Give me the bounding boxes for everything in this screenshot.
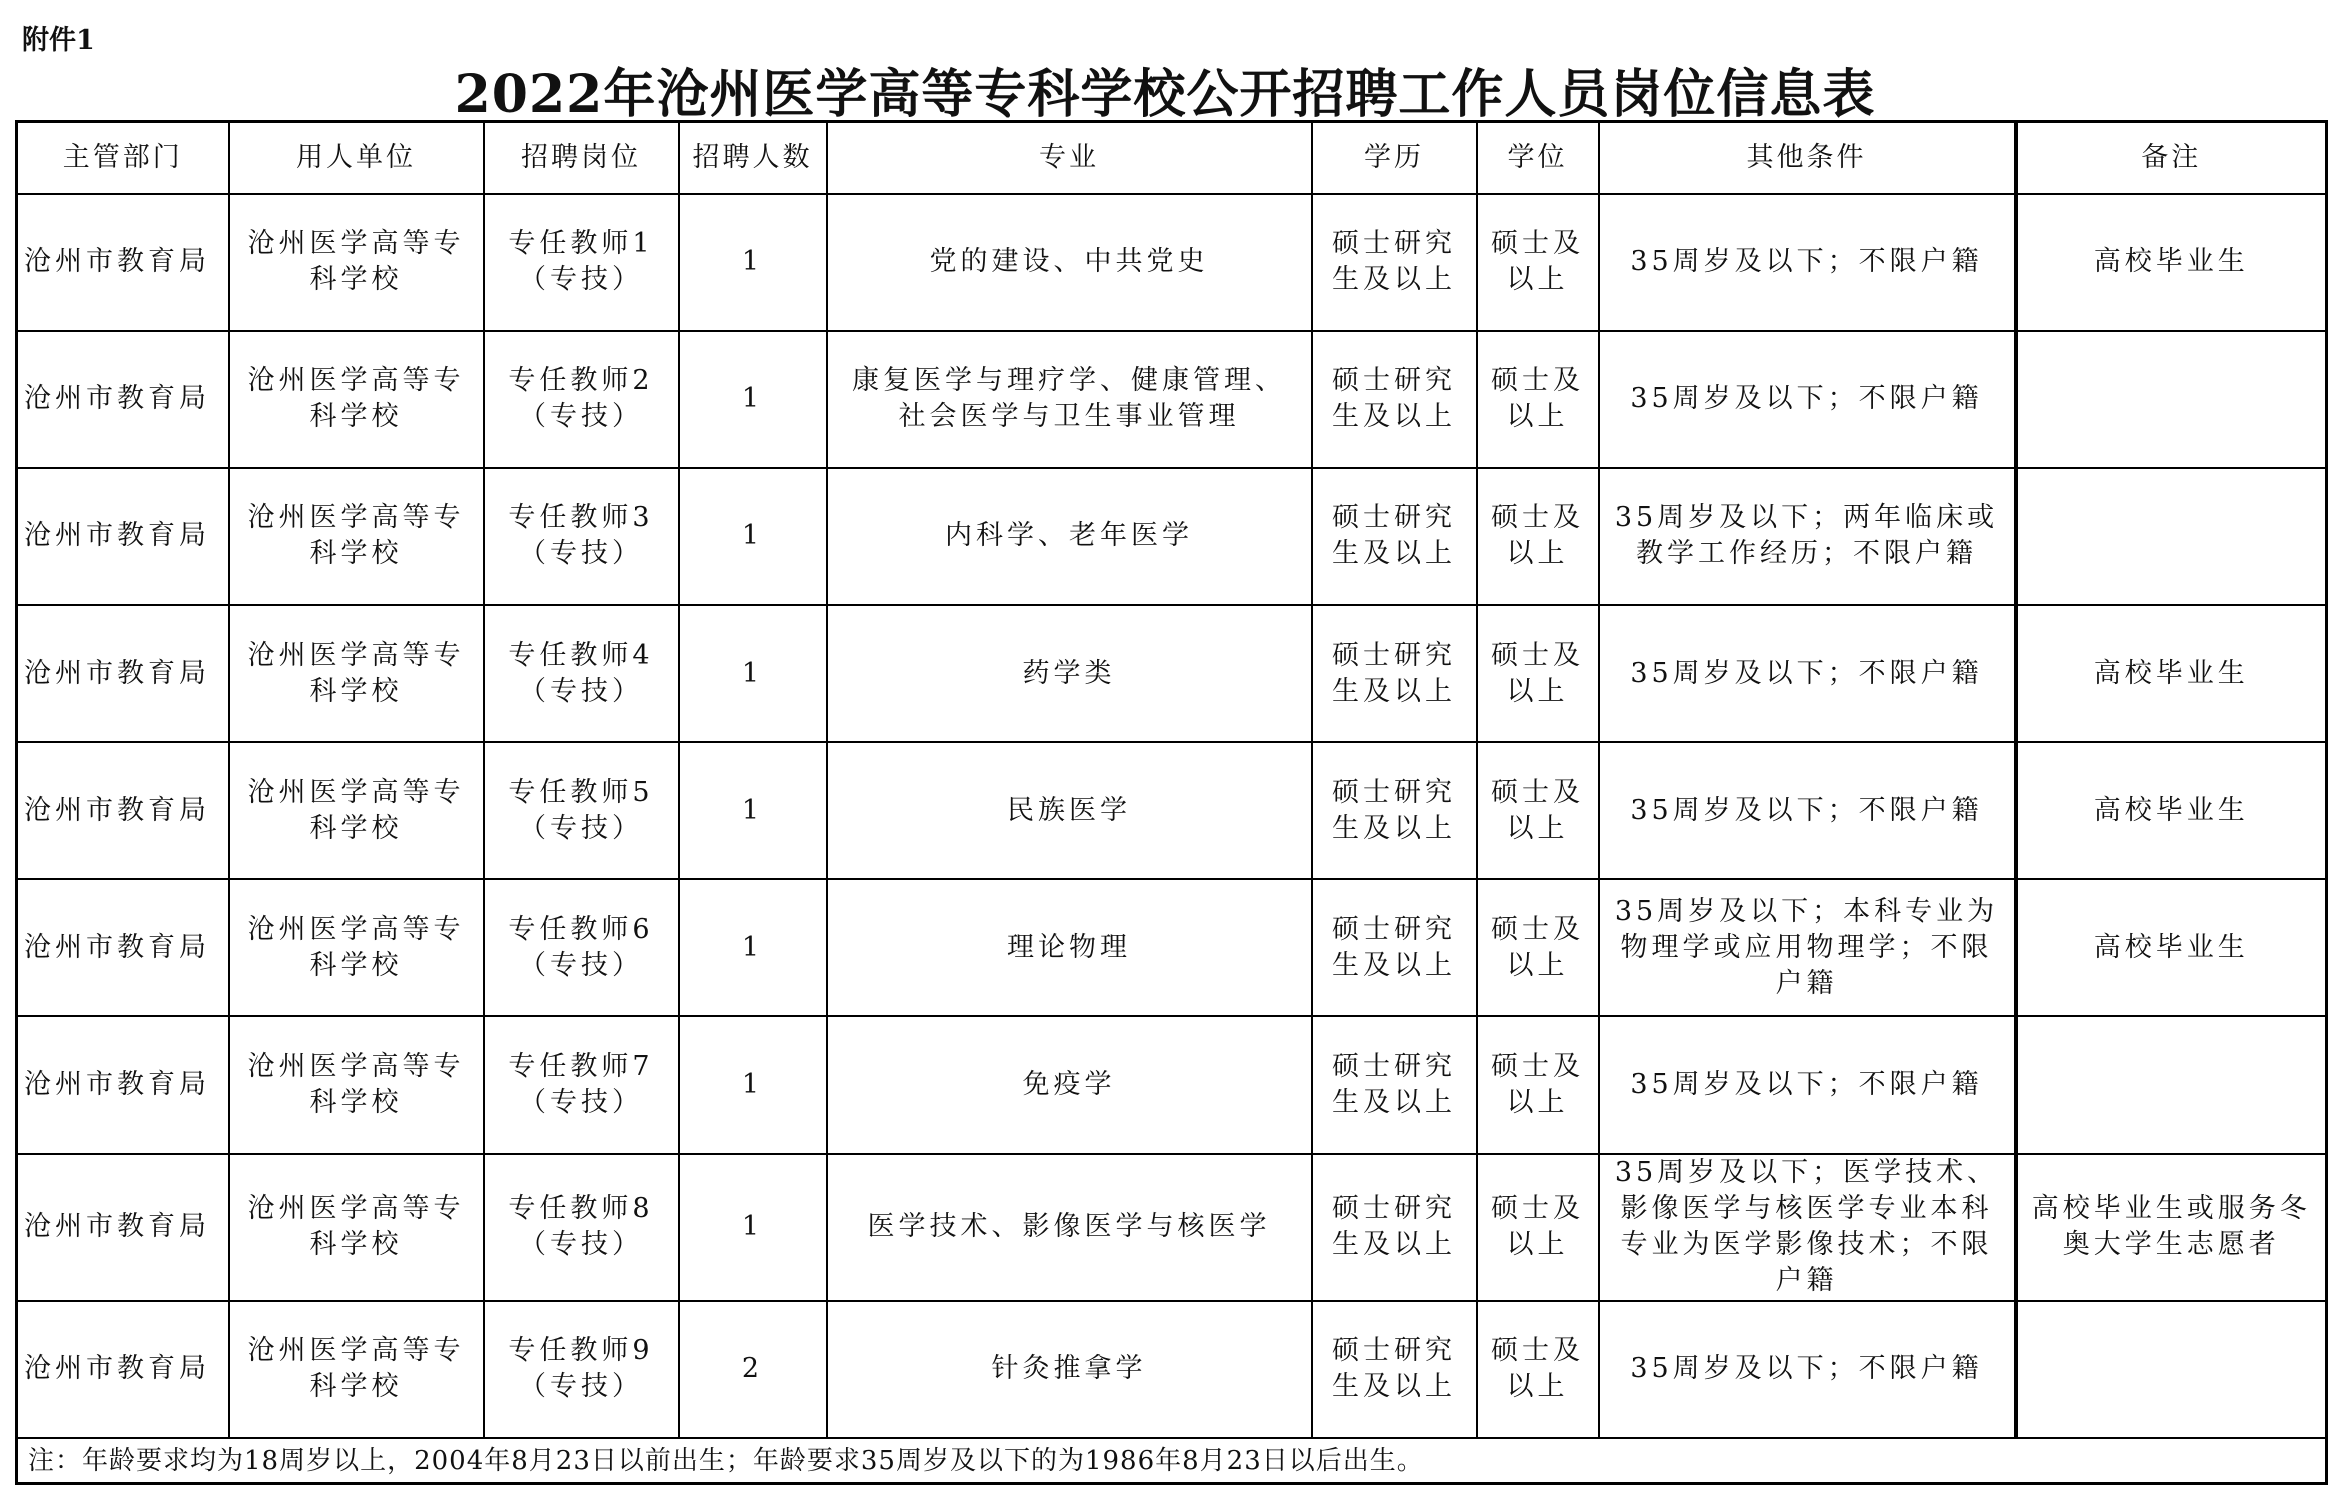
table-row bbox=[17, 468, 2327, 605]
cell-post bbox=[484, 1301, 679, 1438]
cell-post-type: （专技） bbox=[519, 1229, 643, 1261]
cell-major: 药学类 bbox=[827, 605, 1312, 742]
cell-education: 硕士研究生及以上 bbox=[1312, 1154, 1477, 1301]
cell-education: 硕士研究生及以上 bbox=[1312, 879, 1477, 1016]
cell-post-title: 专任教师8 bbox=[508, 1193, 654, 1225]
job-table bbox=[15, 120, 2328, 1485]
cell-unit: 沧州医学高等专科学校 bbox=[229, 1016, 484, 1153]
cell-conditions: 35周岁及以下；本科专业为物理学或应用物理学；不限户籍 bbox=[1599, 879, 2016, 1016]
table-row bbox=[17, 879, 2327, 1016]
footnote-row bbox=[17, 1438, 2327, 1484]
cell-post-type: （专技） bbox=[519, 949, 643, 981]
cell-education: 硕士研究生及以上 bbox=[1312, 1016, 1477, 1153]
header-conditions: 其他条件 bbox=[1599, 122, 2016, 194]
cell-education: 硕士研究生及以上 bbox=[1312, 1301, 1477, 1438]
cell-major: 内科学、老年医学 bbox=[827, 468, 1312, 605]
table-row bbox=[17, 1016, 2327, 1153]
table-row bbox=[17, 742, 2327, 879]
cell-degree: 硕士及以上 bbox=[1477, 1016, 1599, 1153]
cell-count: 1 bbox=[679, 194, 827, 331]
cell-unit: 沧州医学高等专科学校 bbox=[229, 468, 484, 605]
cell-post-type: （专技） bbox=[519, 264, 643, 296]
cell-post bbox=[484, 331, 679, 468]
cell-post-title: 专任教师9 bbox=[508, 1335, 654, 1367]
cell-degree: 硕士及以上 bbox=[1477, 605, 1599, 742]
cell-major: 民族医学 bbox=[827, 742, 1312, 879]
header-education: 学历 bbox=[1312, 122, 1477, 194]
cell-conditions: 35周岁及以下；两年临床或教学工作经历；不限户籍 bbox=[1599, 468, 2016, 605]
header-degree: 学位 bbox=[1477, 122, 1599, 194]
cell-degree: 硕士及以上 bbox=[1477, 1154, 1599, 1301]
cell-count: 1 bbox=[679, 468, 827, 605]
cell-degree: 硕士及以上 bbox=[1477, 331, 1599, 468]
cell-dept: 沧州市教育局 bbox=[17, 468, 229, 605]
header-dept: 主管部门 bbox=[17, 122, 229, 194]
cell-degree: 硕士及以上 bbox=[1477, 1301, 1599, 1438]
cell-dept: 沧州市教育局 bbox=[17, 605, 229, 742]
cell-conditions: 35周岁及以下；不限户籍 bbox=[1599, 1016, 2016, 1153]
cell-conditions: 35周岁及以下；不限户籍 bbox=[1599, 605, 2016, 742]
cell-remark bbox=[2016, 331, 2327, 468]
cell-post-title: 专任教师5 bbox=[508, 776, 654, 808]
header-major: 专业 bbox=[827, 122, 1312, 194]
cell-major: 免疫学 bbox=[827, 1016, 1312, 1153]
cell-conditions: 35周岁及以下；不限户籍 bbox=[1599, 742, 2016, 879]
cell-dept: 沧州市教育局 bbox=[17, 742, 229, 879]
cell-post bbox=[484, 879, 679, 1016]
cell-unit: 沧州医学高等专科学校 bbox=[229, 1301, 484, 1438]
cell-conditions: 35周岁及以下；不限户籍 bbox=[1599, 1301, 2016, 1438]
footnote: 注：年龄要求均为18周岁以上，2004年8月23日以前出生；年龄要求35周岁及以下的为1986年8月23日以后出生。 bbox=[17, 1438, 2327, 1484]
cell-count: 1 bbox=[679, 742, 827, 879]
header-remark: 备注 bbox=[2016, 122, 2327, 194]
cell-dept: 沧州市教育局 bbox=[17, 1154, 229, 1301]
cell-post-title: 专任教师2 bbox=[508, 365, 654, 397]
cell-education: 硕士研究生及以上 bbox=[1312, 605, 1477, 742]
cell-post-type: （专技） bbox=[519, 812, 643, 844]
cell-post-type: （专技） bbox=[519, 401, 643, 433]
cell-count: 1 bbox=[679, 605, 827, 742]
cell-post-type: （专技） bbox=[519, 1087, 643, 1119]
cell-major: 康复医学与理疗学、健康管理、社会医学与卫生事业管理 bbox=[827, 331, 1312, 468]
cell-unit: 沧州医学高等专科学校 bbox=[229, 742, 484, 879]
cell-post-type: （专技） bbox=[519, 538, 643, 570]
cell-count: 1 bbox=[679, 1154, 827, 1301]
cell-dept: 沧州市教育局 bbox=[17, 331, 229, 468]
cell-post-title: 专任教师3 bbox=[508, 502, 654, 534]
cell-remark: 高校毕业生 bbox=[2016, 194, 2327, 331]
cell-remark: 高校毕业生 bbox=[2016, 879, 2327, 1016]
header-unit: 用人单位 bbox=[229, 122, 484, 194]
cell-conditions: 35周岁及以下；医学技术、影像医学与核医学专业本科专业为医学影像技术；不限户籍 bbox=[1599, 1154, 2016, 1301]
cell-major: 医学技术、影像医学与核医学 bbox=[827, 1154, 1312, 1301]
header-post: 招聘岗位 bbox=[484, 122, 679, 194]
cell-conditions: 35周岁及以下；不限户籍 bbox=[1599, 331, 2016, 468]
cell-post bbox=[484, 1154, 679, 1301]
cell-remark: 高校毕业生或服务冬奥大学生志愿者 bbox=[2016, 1154, 2327, 1301]
cell-remark: 高校毕业生 bbox=[2016, 605, 2327, 742]
table-row bbox=[17, 605, 2327, 742]
table-row bbox=[17, 1154, 2327, 1301]
cell-major: 党的建设、中共党史 bbox=[827, 194, 1312, 331]
cell-post-type: （专技） bbox=[519, 675, 643, 707]
cell-dept: 沧州市教育局 bbox=[17, 1016, 229, 1153]
table-row bbox=[17, 1301, 2327, 1438]
cell-major: 针灸推拿学 bbox=[827, 1301, 1312, 1438]
cell-education: 硕士研究生及以上 bbox=[1312, 468, 1477, 605]
cell-post-title: 专任教师6 bbox=[508, 913, 654, 945]
table-row bbox=[17, 331, 2327, 468]
cell-dept: 沧州市教育局 bbox=[17, 1301, 229, 1438]
cell-conditions: 35周岁及以下；不限户籍 bbox=[1599, 194, 2016, 331]
cell-education: 硕士研究生及以上 bbox=[1312, 331, 1477, 468]
cell-education: 硕士研究生及以上 bbox=[1312, 194, 1477, 331]
cell-post-title: 专任教师1 bbox=[508, 228, 654, 260]
cell-post bbox=[484, 1016, 679, 1153]
cell-unit: 沧州医学高等专科学校 bbox=[229, 331, 484, 468]
cell-post-title: 专任教师4 bbox=[508, 639, 654, 671]
cell-education: 硕士研究生及以上 bbox=[1312, 742, 1477, 879]
cell-remark bbox=[2016, 1016, 2327, 1153]
cell-count: 1 bbox=[679, 1016, 827, 1153]
cell-remark bbox=[2016, 1301, 2327, 1438]
cell-post bbox=[484, 468, 679, 605]
cell-unit: 沧州医学高等专科学校 bbox=[229, 1154, 484, 1301]
cell-remark bbox=[2016, 468, 2327, 605]
cell-count: 1 bbox=[679, 331, 827, 468]
cell-major: 理论物理 bbox=[827, 879, 1312, 1016]
cell-unit: 沧州医学高等专科学校 bbox=[229, 605, 484, 742]
cell-degree: 硕士及以上 bbox=[1477, 468, 1599, 605]
cell-degree: 硕士及以上 bbox=[1477, 879, 1599, 1016]
cell-post bbox=[484, 194, 679, 331]
cell-unit: 沧州医学高等专科学校 bbox=[229, 879, 484, 1016]
header-count: 招聘人数 bbox=[679, 122, 827, 194]
cell-post-title: 专任教师7 bbox=[508, 1051, 654, 1083]
cell-remark: 高校毕业生 bbox=[2016, 742, 2327, 879]
cell-post bbox=[484, 605, 679, 742]
table-row bbox=[17, 194, 2327, 331]
attachment-label: 附件1 bbox=[22, 25, 95, 56]
cell-dept: 沧州市教育局 bbox=[17, 194, 229, 331]
cell-post-type: （专技） bbox=[519, 1371, 643, 1403]
cell-unit: 沧州医学高等专科学校 bbox=[229, 194, 484, 331]
page-title: 2022年沧州医学高等专科学校公开招聘工作人员岗位信息表 bbox=[454, 64, 1876, 125]
cell-count: 1 bbox=[679, 879, 827, 1016]
cell-post bbox=[484, 742, 679, 879]
cell-count: 2 bbox=[679, 1301, 827, 1438]
table-header-row bbox=[17, 122, 2327, 194]
cell-dept: 沧州市教育局 bbox=[17, 879, 229, 1016]
cell-degree: 硕士及以上 bbox=[1477, 742, 1599, 879]
cell-degree: 硕士及以上 bbox=[1477, 194, 1599, 331]
